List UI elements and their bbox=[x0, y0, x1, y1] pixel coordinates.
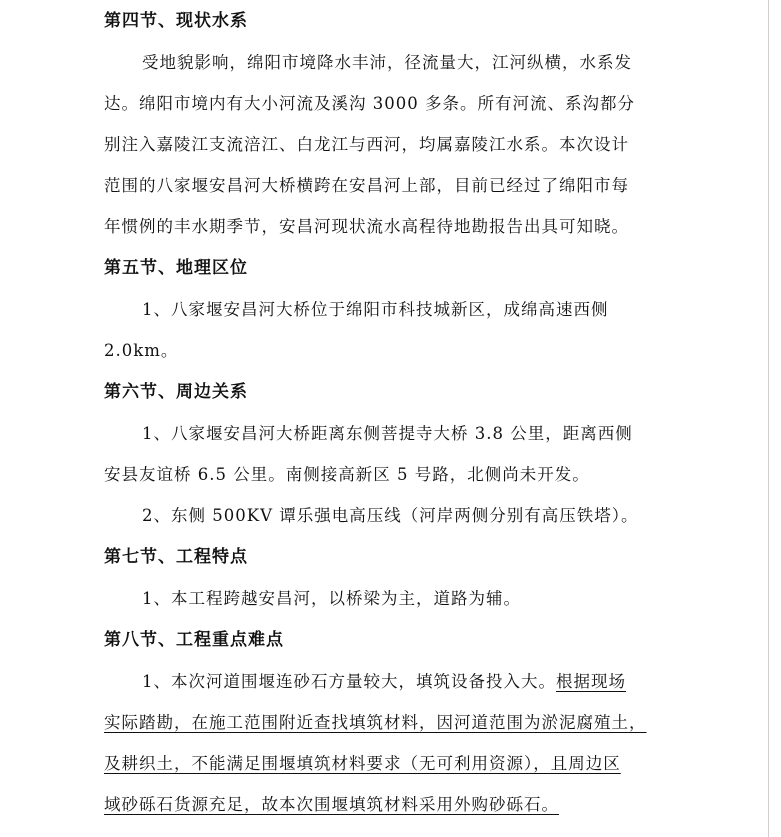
paragraph-line: 1、八家堰安昌河大桥位于绵阳市科技城新区，成绵高速西侧 bbox=[142, 300, 609, 319]
paragraph-line: 2.0km。 bbox=[104, 341, 179, 360]
underlined-line: 及耕织土，不能满足围堰填筑材料要求（无可利用资源），且周边区 bbox=[104, 754, 621, 773]
paragraph-line: 1、八家堰安昌河大桥距离东侧菩提寺大桥 3.8 公里，距离西侧 bbox=[142, 424, 633, 443]
plain-text: 1、本次河道围堰连砂石方量较大，填筑设备投入大。 bbox=[142, 672, 556, 691]
section-heading-key-difficulties: 第八节、工程重点难点 bbox=[104, 630, 284, 650]
paragraph-line bbox=[104, 661, 666, 702]
paragraph-line: 别注入嘉陵江支流涪江、白龙江与西河，均属嘉陵江水系。本次设计 bbox=[104, 135, 629, 154]
section-heading-water-system: 第四节、现状水系 bbox=[104, 11, 248, 31]
paragraph-line: 1、本工程跨越安昌河，以桥梁为主，道路为辅。 bbox=[142, 589, 521, 608]
paragraph-line: 安县友谊桥 6.5 公里。南侧接高新区 5 号路，北侧尚未开发。 bbox=[104, 465, 590, 484]
paragraph-line: 受地貌影响，绵阳市境降水丰沛，径流量大，江河纵横，水系发 bbox=[142, 53, 632, 72]
page-edge-rule bbox=[768, 0, 769, 837]
paragraph-line: 年惯例的丰水期季节，安昌河现状流水高程待地勘报告出具可知晓。 bbox=[104, 217, 629, 236]
paragraph-line: 范围的八家堰安昌河大桥横跨在安昌河上部，目前已经过了绵阳市每 bbox=[104, 176, 629, 195]
section-heading-location: 第五节、地理区位 bbox=[104, 258, 248, 278]
paragraph-line: 达。绵阳市境内有大小河流及溪沟 3000 多条。所有河流、系沟都分 bbox=[104, 94, 635, 113]
paragraph-line: 2、东侧 500KV 谭乐强电高压线（河岸两侧分别有高压铁塔）。 bbox=[142, 506, 639, 525]
section-heading-features: 第七节、工程特点 bbox=[104, 547, 248, 567]
section-heading-surroundings: 第六节、周边关系 bbox=[104, 382, 248, 402]
document-page bbox=[104, 0, 666, 825]
underlined-line: 实际踏勘，在施工范围附近查找填筑材料，因河道范围为淤泥腐殖土， bbox=[104, 713, 647, 732]
underlined-line: 域砂砾石货源充足，故本次围堰填筑材料采用外购砂砾石。 bbox=[104, 795, 559, 814]
underlined-text: 根据现场 bbox=[556, 672, 626, 691]
